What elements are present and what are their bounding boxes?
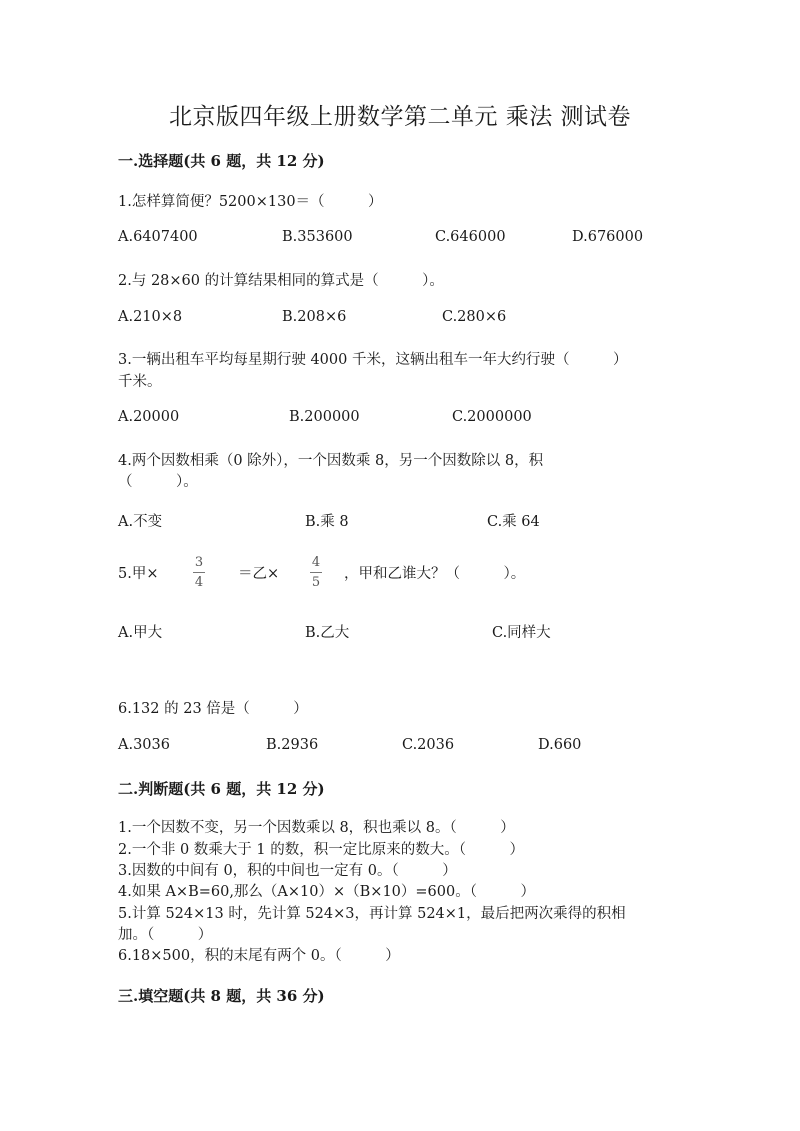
tf-item-6: 6.18×500，积的末尾有两个 0。（ ） (118, 948, 400, 964)
tf-item-4: 4.如果 A×B=60,那么（A×10）×（B×10）=600。（ ） (118, 884, 535, 900)
option-2c: C.280×6 (442, 309, 507, 325)
question-5-part2: ＝乙× (238, 566, 280, 582)
question-3-line1: 3.一辆出租车平均每星期行驶 4000 千米，这辆出租车一年大约行驶（ ） (118, 352, 628, 368)
question-3-line2: 千米。 (118, 374, 162, 390)
option-4b: B.乘 8 (305, 514, 349, 530)
fraction-three-quarters (193, 556, 205, 589)
section-heading-choice: 一.选择题(共 6 题，共 12 分) (118, 152, 325, 170)
fraction-numerator: 3 (194, 555, 204, 570)
option-4a: A.不变 (118, 514, 163, 530)
fraction-denominator: 5 (311, 575, 321, 590)
question-6: 6.132 的 23 倍是（ ） (118, 701, 308, 717)
fraction-bar (193, 572, 205, 573)
option-3b: B.200000 (289, 409, 360, 425)
tf-item-5-line1: 5.计算 524×13 时，先计算 524×3，再计算 524×1，最后把两次乘得的积相 (118, 906, 626, 922)
tf-item-1: 1.一个因数不变，另一个因数乘以 8，积也乘以 8。（ ） (118, 820, 515, 836)
question-4-line2: （ ）。 (118, 474, 198, 490)
section-heading-fill-in: 三.填空题(共 8 题，共 36 分) (118, 987, 325, 1005)
option-6a: A.3036 (118, 737, 170, 753)
question-5-part1: 5.甲× (118, 566, 159, 582)
option-5a: A.甲大 (118, 625, 163, 641)
option-6b: B.2936 (266, 737, 319, 753)
option-6d: D.660 (538, 737, 582, 753)
fraction-numerator: 4 (311, 555, 321, 570)
section-heading-true-false: 二.判断题(共 6 题，共 12 分) (118, 780, 325, 798)
tf-item-2: 2.一个非 0 数乘大于 1 的数，积一定比原来的数大。（ ） (118, 842, 524, 858)
option-1a: A.6407400 (118, 229, 198, 245)
option-6c: C.2036 (402, 737, 455, 753)
option-1b: B.353600 (282, 229, 353, 245)
option-1c: C.646000 (435, 229, 506, 245)
page-title: 北京版四年级上册数学第二单元 乘法 测试卷 (168, 104, 632, 130)
question-5-part3: ，甲和乙谁大？（ ）。 (344, 566, 526, 582)
option-2a: A.210×8 (118, 309, 183, 325)
question-2: 2.与 28×60 的计算结果相同的算式是（ ）。 (118, 273, 444, 289)
option-5b: B.乙大 (305, 625, 350, 641)
question-4-line1: 4.两个因数相乘（0 除外），一个因数乘 8，另一个因数除以 8，积 (118, 453, 544, 469)
tf-item-3: 3.因数的中间有 0，积的中间也一定有 0。（ ） (118, 863, 457, 879)
option-2b: B.208×6 (282, 309, 347, 325)
question-1: 1.怎样算简便？5200×130＝（ ） (118, 194, 383, 210)
fraction-bar (310, 572, 322, 573)
option-3c: C.2000000 (452, 409, 532, 425)
fraction-denominator: 4 (194, 575, 204, 590)
option-5c: C.同样大 (492, 625, 551, 641)
option-1d: D.676000 (572, 229, 644, 245)
tf-item-5-line2: 加。（ ） (118, 927, 213, 943)
option-4c: C.乘 64 (487, 514, 540, 530)
option-3a: A.20000 (118, 409, 180, 425)
fraction-four-fifths (310, 556, 322, 589)
